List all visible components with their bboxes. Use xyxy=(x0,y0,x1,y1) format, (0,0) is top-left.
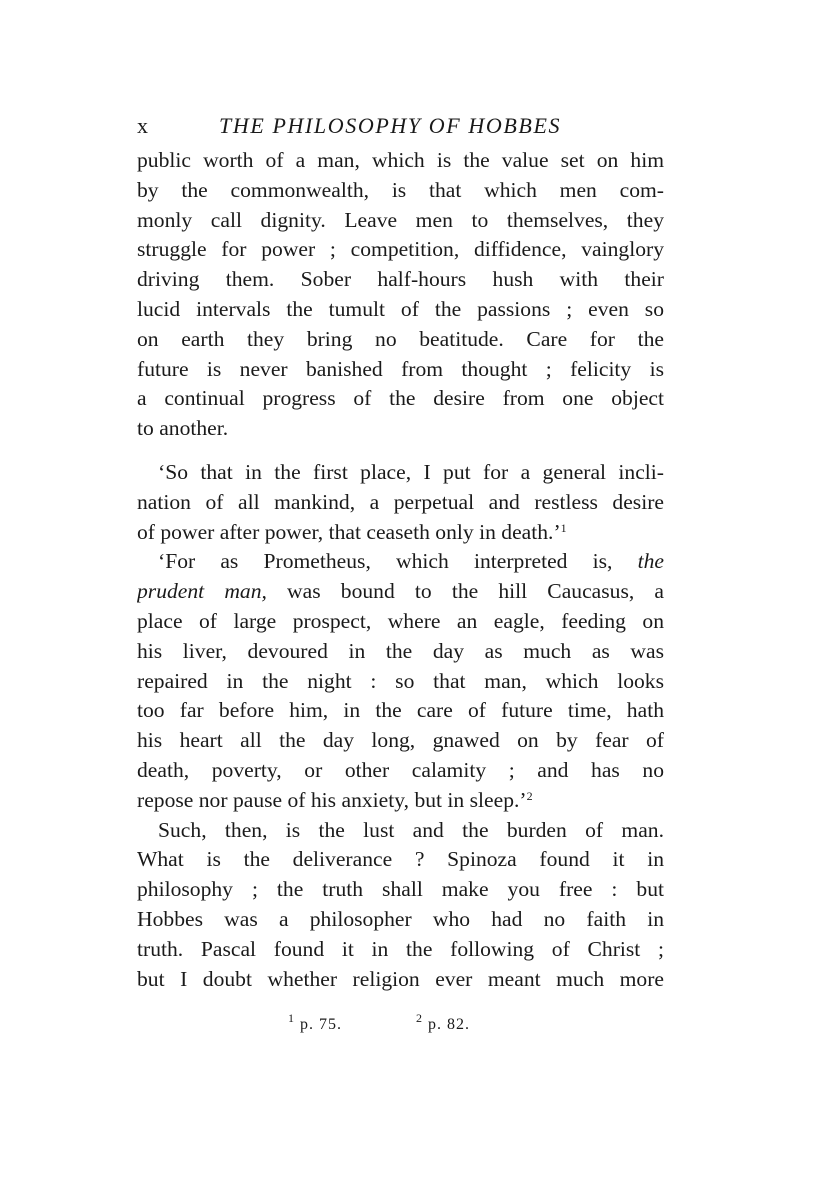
text-line: death, poverty, or other calamity ; and has no xyxy=(137,757,664,782)
text-line-content: repose nor pause of his anxiety, but in sleep.’ xyxy=(137,787,527,812)
text-line: repaired in the night : so that man, which looks xyxy=(137,668,664,693)
text-line: too far before him, in the care of future time, hath xyxy=(137,698,664,723)
text-line-content: was bound to the hill Caucasus, a xyxy=(266,579,664,604)
footnote-text: p. 82. xyxy=(428,1016,470,1033)
text-line: driving them. Sober half-hours hush with their xyxy=(137,267,664,292)
footnote-ref: 2 xyxy=(526,788,533,803)
paragraph-4 xyxy=(137,816,664,995)
text-line xyxy=(137,786,664,816)
text-line: lucid intervals the tumult of the passions ; even so xyxy=(137,296,664,321)
text-line: ‘So that in the first place, I put for a general incli- xyxy=(158,459,664,484)
text-line: nation of all mankind, a perpetual and restless desire xyxy=(137,489,664,514)
text-line: to another. xyxy=(137,416,229,441)
text-line xyxy=(137,518,664,548)
italic-word: the xyxy=(637,549,664,574)
text-line: on earth they bring no beatitude. Care for the xyxy=(137,326,664,351)
running-head-title: THE PHILOSOPHY OF HOBBES xyxy=(219,113,562,138)
paragraph-2 xyxy=(137,458,664,547)
text-line: Hobbes was a philosopher who had no faith in xyxy=(137,906,664,931)
text-line: public worth of a man, which is the value set on him xyxy=(137,148,664,172)
text-line: monly call dignity. Leave men to themselves, they xyxy=(137,207,664,232)
text-line: philosophy ; the truth shall make you free : but xyxy=(137,877,664,902)
paragraph-3 xyxy=(137,547,664,815)
text-line: What is the deliverance ? Spinoza found it in xyxy=(137,847,664,872)
footnote-1 xyxy=(288,1011,342,1034)
text-line: struggle for power ; competition, diffidence, vainglory xyxy=(137,237,664,262)
text-line: his heart all the day long, gnawed on by fear of xyxy=(137,728,664,753)
running-head xyxy=(137,113,667,143)
text-line: but I doubt whether religion ever meant much more xyxy=(137,966,664,991)
footnotes xyxy=(288,1011,548,1042)
text-line: a continual progress of the desire from one object xyxy=(137,386,664,411)
footnote-ref: 1 xyxy=(560,520,567,535)
text-line-content: ‘For as Prometheus, which interpreted is, xyxy=(158,549,638,574)
text-line xyxy=(137,547,664,577)
text-line: place of large prospect, where an eagle, feeding on xyxy=(137,608,664,633)
italic-phrase: prudent man, xyxy=(137,579,267,604)
text-line: Such, then, is the lust and the burden of man. xyxy=(158,817,664,842)
text-line: by the commonwealth, is that which men com- xyxy=(137,177,664,202)
text-line: future is never banished from thought ; felicity is xyxy=(137,356,664,381)
page-folio: x xyxy=(137,113,150,138)
footnote-2 xyxy=(416,1011,470,1034)
footnote-mark: 1 xyxy=(288,1011,295,1025)
paragraph-1 xyxy=(137,146,664,444)
text-line xyxy=(137,577,664,607)
text-line: his liver, devoured in the day as much as was xyxy=(137,638,664,663)
footnote-mark: 2 xyxy=(416,1011,423,1025)
text-line: truth. Pascal found it in the following of Christ ; xyxy=(137,936,664,961)
paragraph-gap xyxy=(137,444,664,458)
body-text xyxy=(137,146,664,994)
text-line-content: of power after power, that ceaseth only in death.’ xyxy=(137,519,561,544)
footnote-text: p. 75. xyxy=(300,1016,342,1033)
